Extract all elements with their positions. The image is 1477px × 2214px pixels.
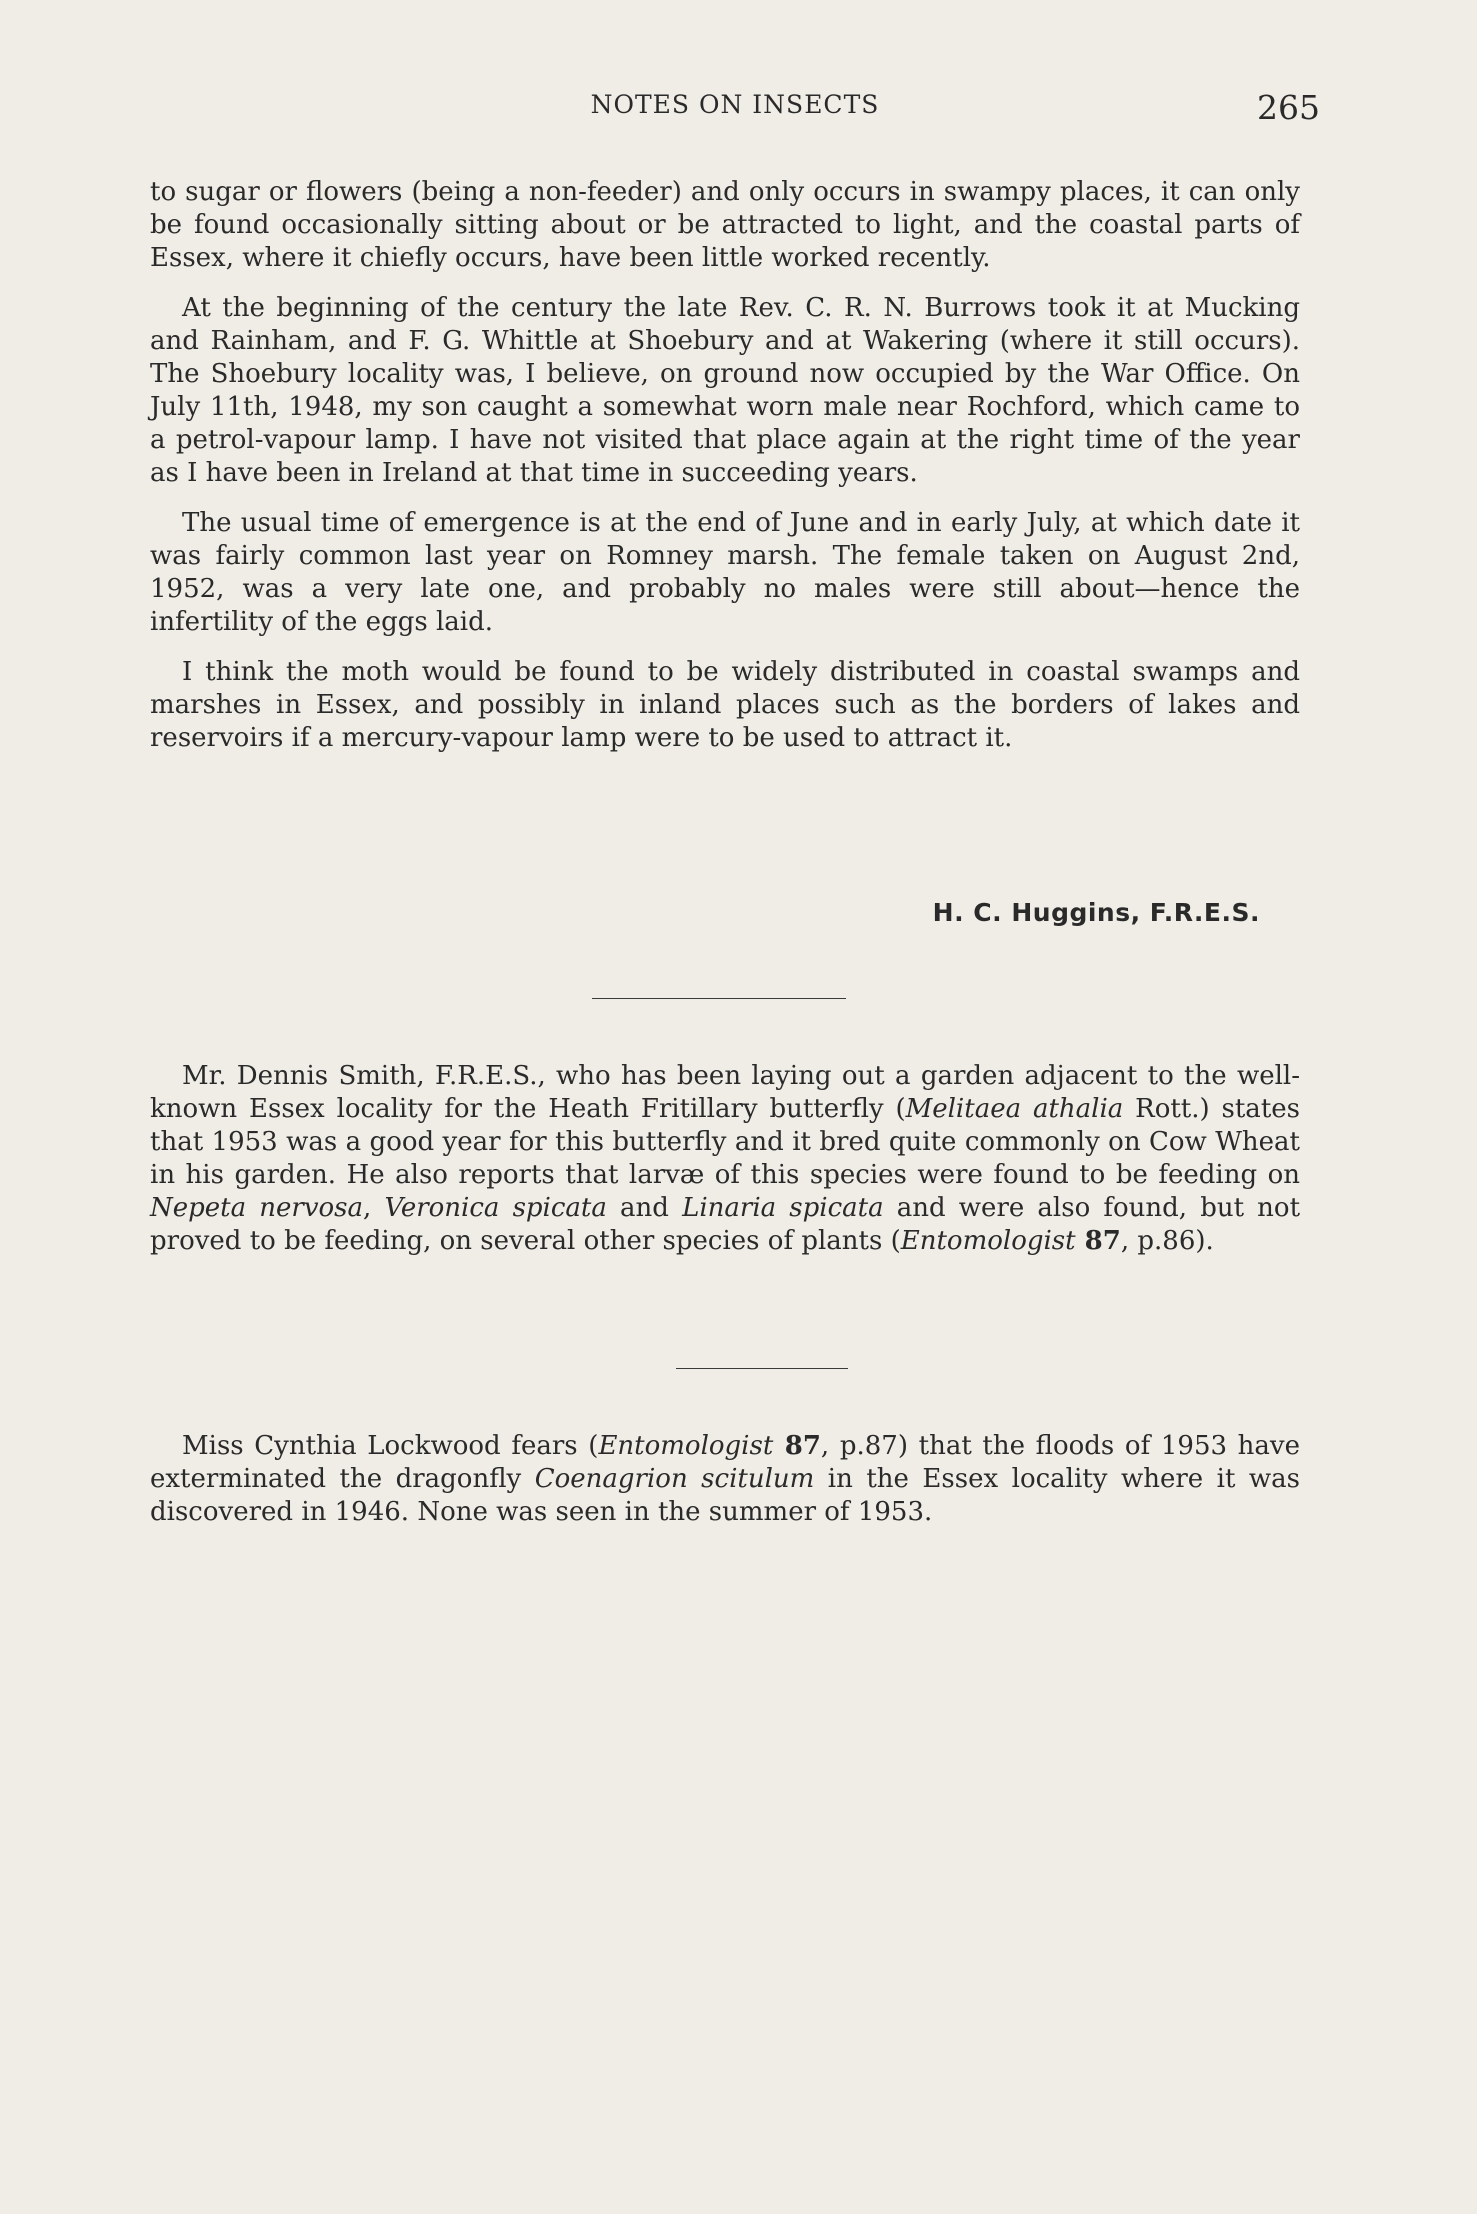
italic-term: Veronica spicata (384, 1193, 607, 1223)
text-run: Rott.) states that 1953 was a good year for this butterfly and it bred quite commonly on Cow Wheat in his garden. He also reports that larvæ of this species were found to be feeding on (150, 1094, 1300, 1190)
italic-term: Nepeta nervosa (150, 1193, 364, 1223)
page-number: 265 (1257, 88, 1320, 127)
author-signature: H. C. Huggins, F.R.E.S. (932, 898, 1260, 927)
paragraph: At the beginning of the century the late Rev. C. R. N. Burrows took it at Mucking and Rainham, and F. G. Whittle at Shoebury and at Wakering (where it still occurs). The Shoebury locality was, I believe, on ground now occupied by the War Office. On July 11th, 1948, my son caught a somewhat worn male near Rochford, which came to a petrol-vapour lamp. I have not visited that place again at the right time of the year as I have been in Ireland at that time in succeeding years. (150, 293, 1300, 488)
running-head: NOTES ON INSECTS (590, 90, 880, 119)
page-header (150, 88, 1320, 128)
text-run: and (606, 1193, 683, 1223)
section-divider (676, 1368, 848, 1369)
huggins-note (150, 176, 1300, 755)
text-run: Mr. Dennis Smith, F.R.E.S., who has been laying out a garden adjacent to the well-known Essex locality for the Heath Fritillary butterfly ( (150, 1061, 1300, 1124)
lockwood-note (150, 1430, 1300, 1529)
paragraph: to sugar or flowers (being a non-feeder) and only occurs in swampy places, it can only be found occasionally sitting about or be attracted to light, and the coastal parts of Essex, where it chiefly occurs, have been little worked recently. (150, 177, 1300, 273)
text-run: and were also found, but not proved to be feeding, on several other species of plants ( (150, 1193, 1301, 1256)
paragraph: The usual time of emergence is at the end of June and in early July, at which date it was fairly common last year on Romney marsh. The female taken on August 2nd, 1952, was a very late one, and probably no males were still about—hence the infertility of the eggs laid. (150, 508, 1300, 637)
paragraph (150, 1430, 1300, 1529)
volume-number: 87 (1075, 1226, 1121, 1256)
italic-term: Melitaea athalia (905, 1094, 1124, 1124)
paragraph (150, 1060, 1300, 1258)
text-run: , p.87) that the floods of 1953 have exterminated the dragonfly (150, 1431, 1300, 1494)
text-run: in the Essex locality where it was discovered in 1946. None was seen in the summer of 1953. (150, 1464, 1300, 1527)
italic-term: Linaria spicata (682, 1193, 884, 1223)
italic-term: Entomologist (598, 1431, 774, 1461)
text-run: , (363, 1193, 385, 1223)
volume-number: 87 (773, 1431, 821, 1461)
smith-note (150, 1060, 1300, 1258)
italic-term: Entomologist (900, 1226, 1076, 1256)
text-run: , p.86). (1120, 1226, 1214, 1256)
paragraph: I think the moth would be found to be widely distributed in coastal swamps and marshes in Essex, and possibly in inland places such as the borders of lakes and reservoirs if a mercury-vapour lamp were to be used to attract it. (150, 657, 1300, 753)
text-run: Miss Cynthia Lockwood fears ( (182, 1431, 599, 1461)
section-divider (592, 998, 846, 999)
italic-term: Coenagrion scitulum (534, 1464, 815, 1494)
